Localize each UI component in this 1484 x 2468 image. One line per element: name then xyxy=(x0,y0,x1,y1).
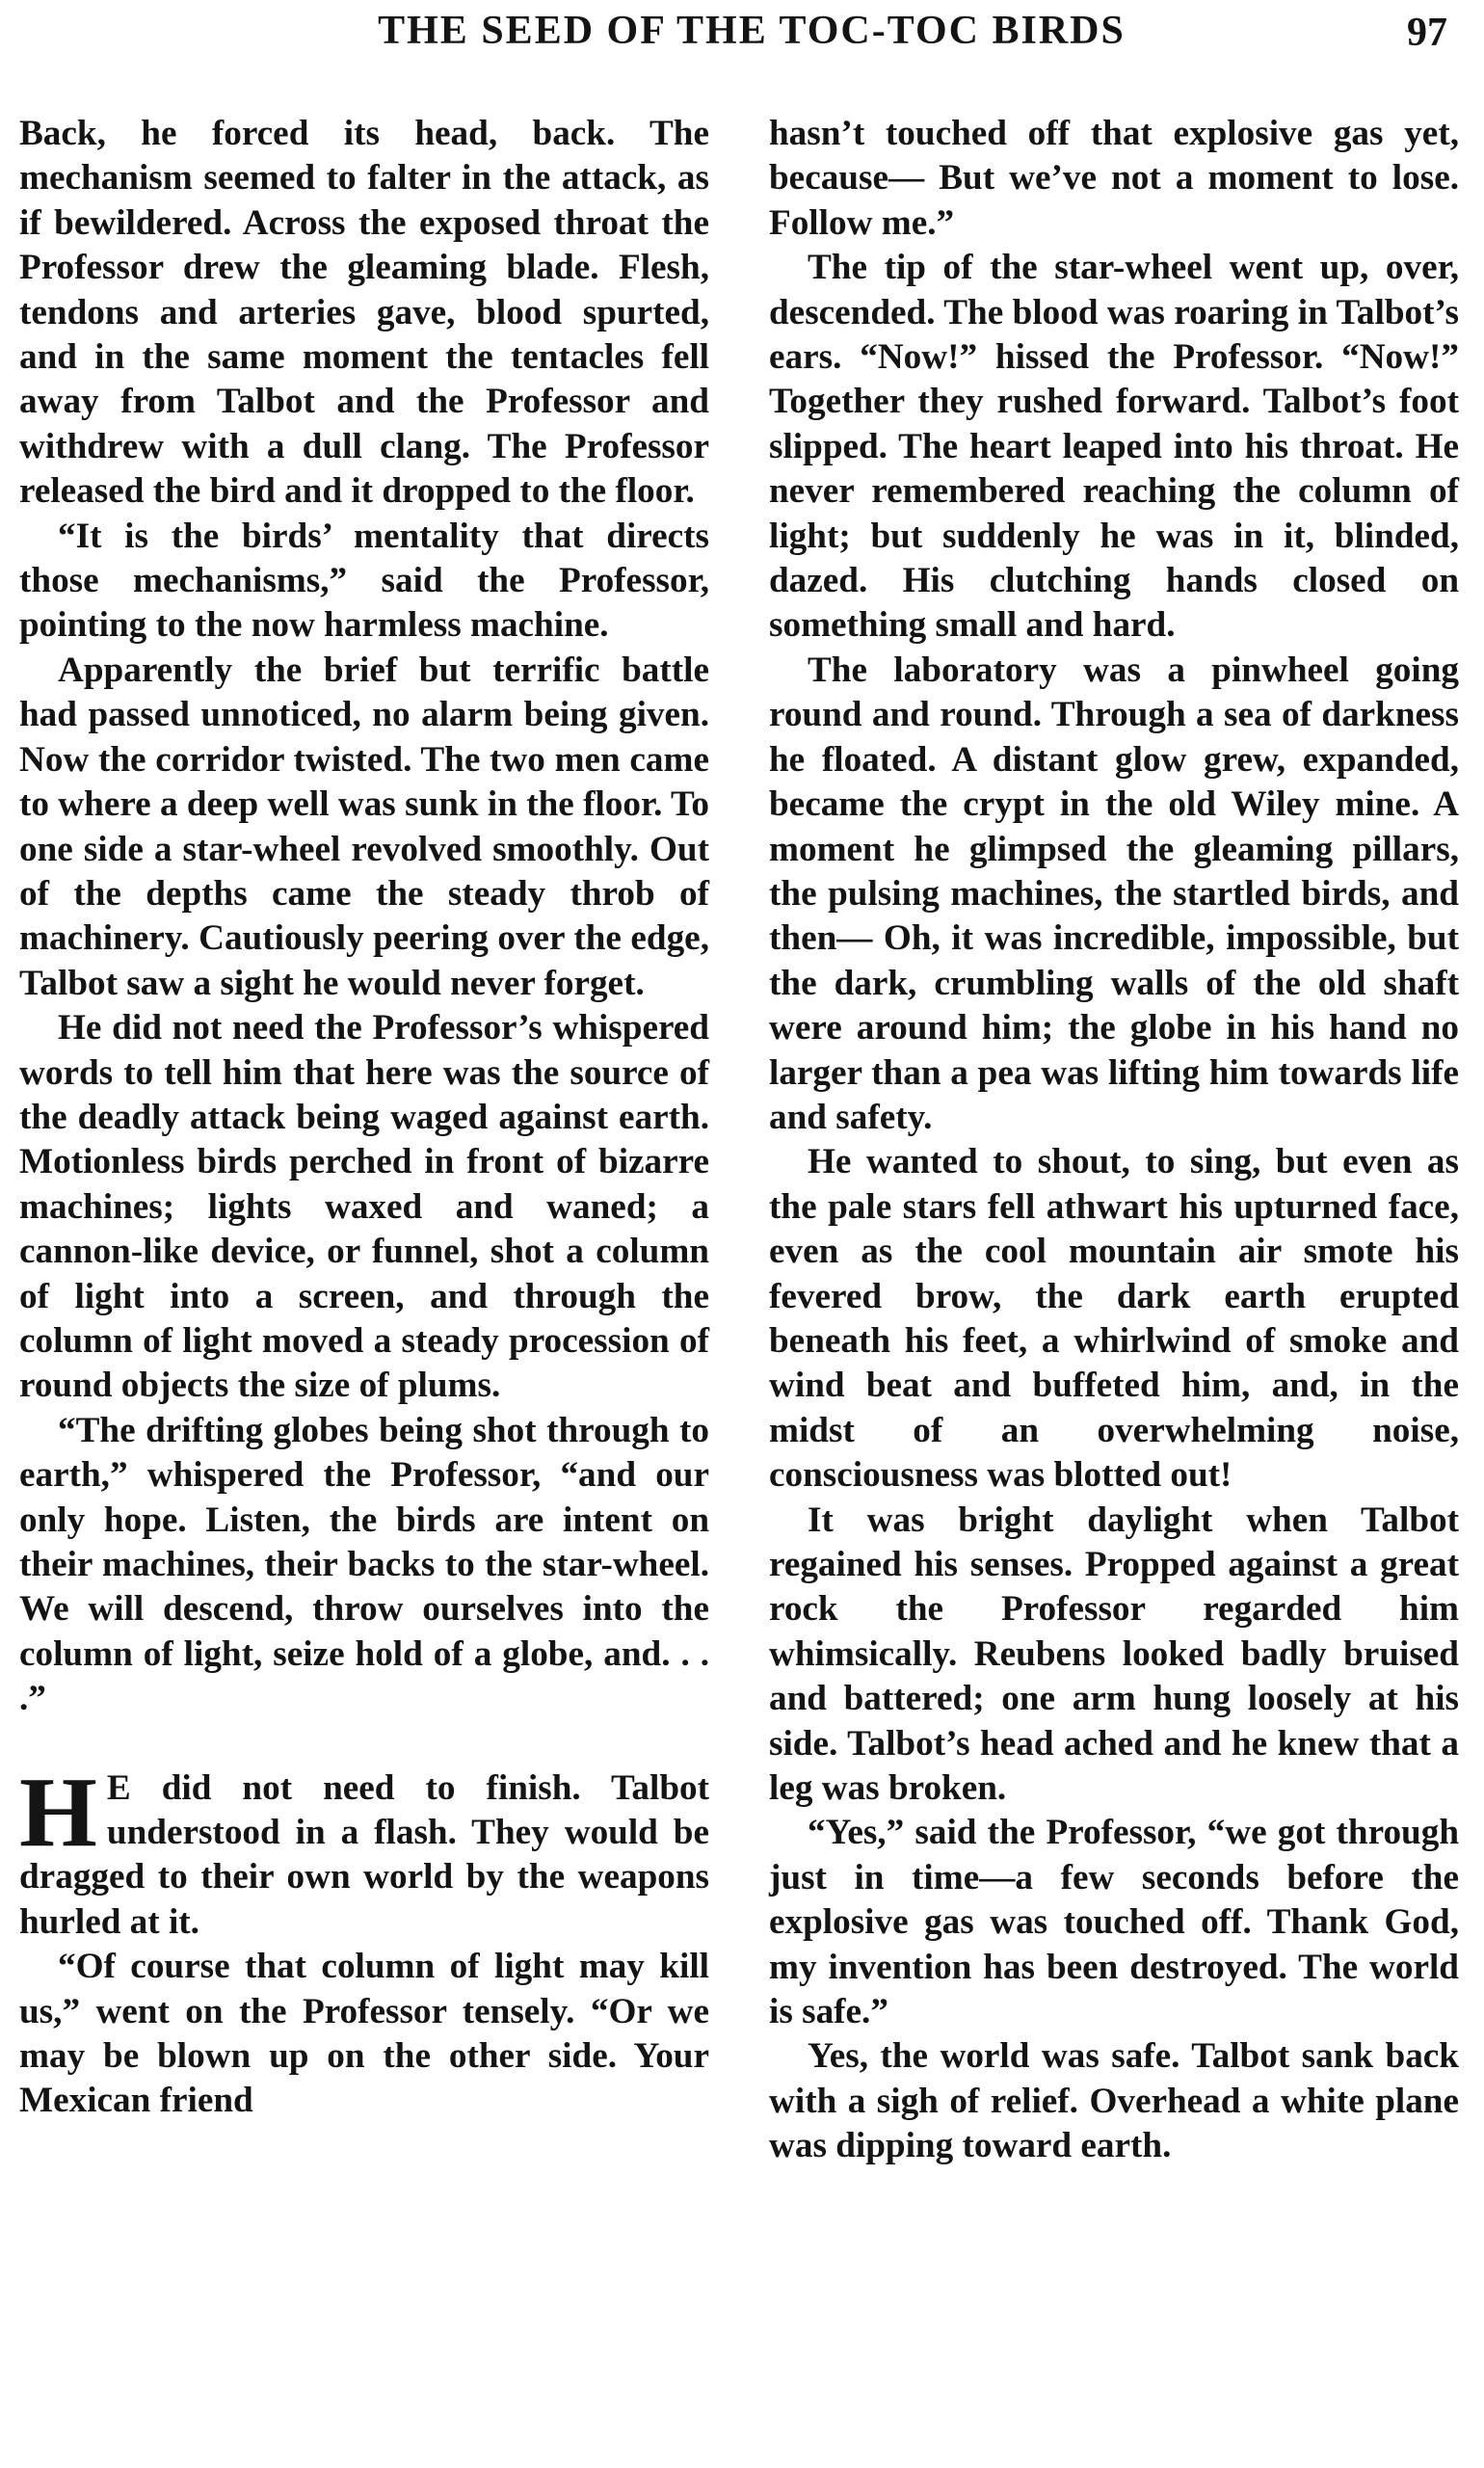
page-header xyxy=(0,8,1484,66)
running-title: THE SEED OF THE TOC-TOC BIRDS xyxy=(378,9,1126,53)
paragraph: “It is the birds’ mentality that directs those mechanisms,” said the Professor, pointing to the now harmless machine. xyxy=(19,516,709,646)
paragraph: It was bright daylight when Talbot regained his senses. Propped against a great rock the Professor regarded him whimsically. Reubens looked badly bruised and battered; one arm hung loosely at his side. Talbot’s head ached and he knew that a leg was broken. xyxy=(769,1499,1459,1809)
section-start-paragraph xyxy=(19,1756,709,1946)
paragraph: hasn’t touched off that explosive gas yet, because— But we’ve not a moment to lose. Follow me.” xyxy=(769,114,1459,243)
paragraph: Back, he forced its head, back. The mechanism seemed to falter in the attack, as if bewildered. Across the exposed throat the Professor drew the gleaming blade. Flesh, tendons and arteries gave, blood spurted, and in the same moment the tentacles fell away from Talbot and the Professor and withdrew with a dull clang. The Professor released the bird and it dropped to the floor. xyxy=(19,114,709,512)
paragraph: Yes, the world was safe. Talbot sank back with a sigh of relief. Overhead a white plane was dipping toward earth. xyxy=(769,2036,1459,2166)
paragraph: He did not need the Professor’s whispered words to tell him that here was the source of the deadly attack being waged against earth. Motionless birds perched in front of bizarre machines; lights waxed and waned; a cannon-like device, or funnel, shot a column of light into a screen, and through the column of light moved a steady procession of round objects the size of plums. xyxy=(19,1008,709,1406)
drop-cap: H xyxy=(19,1756,97,1868)
paragraph: The tip of the star-wheel went up, over, descended. The blood was roaring in Talbot’s ears. “Now!” hissed the Professor. “Now!” Together they rushed forward. Talbot’s foot slipped. The heart leaped into his throat. He never remembered reaching the column of light; but suddenly he was in it, blinded, dazed. His clutching hands closed on something small and hard. xyxy=(769,248,1459,646)
paragraph: Apparently the brief but terrific battle had passed unnoticed, no alarm being given. Now the corridor twisted. The two men came to where a deep well was sunk in the floor. To one side a star-wheel revolved smoothly. Out of the depths came the steady throb of machinery. Cautiously peering over the edge, Talbot saw a sight he would never forget. xyxy=(19,650,709,1003)
paragraph: The laboratory was a pinwheel going round and round. Through a sea of darkness he floated. A distant glow grew, expanded, became the crypt in the old Wiley mine. A moment he glimpsed the gleaming pillars, the pulsing machines, the startled birds, and then— Oh, it was incredible, impossible, but the dark, crumbling walls of the old shaft were around him; the globe in his hand no larger than a pea was lifting him towards life and safety. xyxy=(769,650,1459,1137)
right-column xyxy=(769,112,1459,2169)
paragraph: “Yes,” said the Professor, “we got through just in time—a few seconds before the explosive gas was touched off. Thank God, my invention has been destroyed. The world is safe.” xyxy=(769,1813,1459,2032)
paragraph: He wanted to shout, to sing, but even as the pale stars fell athwart his upturned face, even as the cool mountain air smote his fevered brow, the dark earth erupted beneath his feet, a whirlwind of smoke and wind beat and buffeted him, and, in the midst of an overwhelming noise, consciousness was blotted out! xyxy=(769,1142,1459,1496)
page-number: 97 xyxy=(1407,11,1447,55)
paragraph-text: E did not need to finish. Talbot understood in a flash. They would be dragged to their own world by the weapons hurled at it. xyxy=(19,1767,709,1942)
paragraph: “The drifting globes being shot through to earth,” whispered the Professor, “and our only hope. Listen, the birds are intent on their machines, their backs to the star-wheel. We will descend, throw ourselves into the column of light, seize hold of a globe, and. . . .” xyxy=(19,1410,709,1719)
paragraph: “Of course that column of light may kill us,” went on the Professor tensely. “Or we may be blown up on the other side. Your Mexican friend xyxy=(19,1947,709,2121)
left-column xyxy=(19,112,709,2124)
